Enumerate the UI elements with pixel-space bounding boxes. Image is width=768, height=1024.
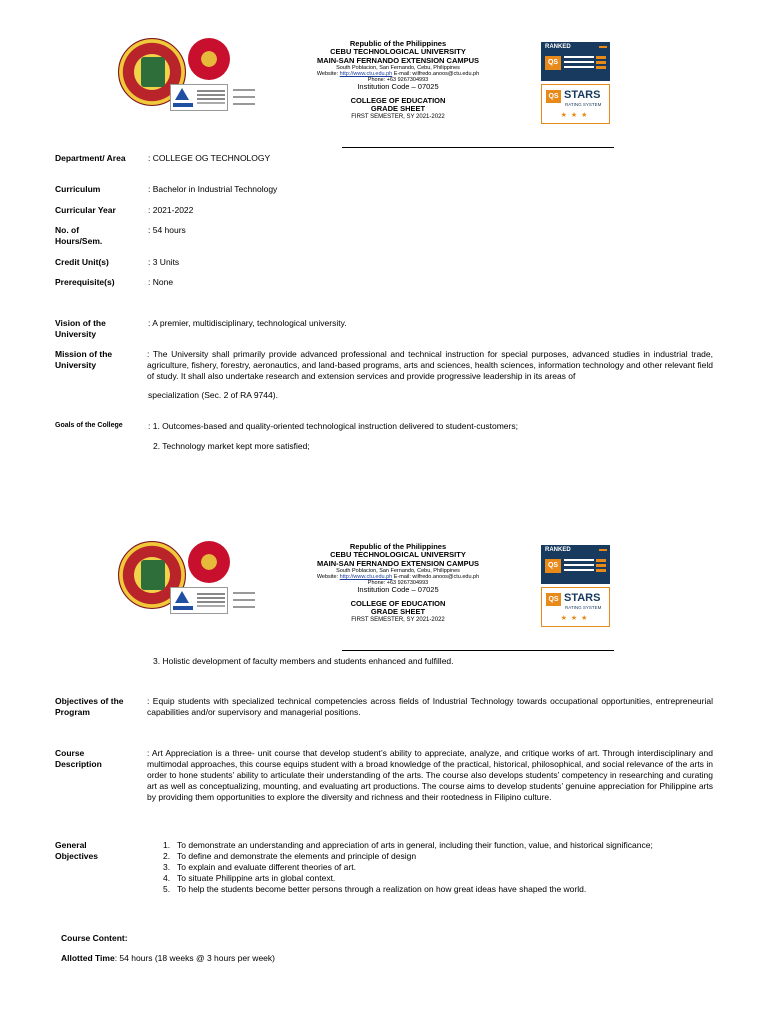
- website-line: Website: http://www.ctu.edu.ph E-mail: wilfredo.anoos@ctu.edu.ph: [316, 573, 480, 580]
- qs-ranked-badge: RANKED QS: [541, 545, 610, 584]
- sheet-title: GRADE SHEET: [370, 607, 426, 617]
- semester: FIRST SEMESTER, SY 2021-2022: [351, 616, 445, 623]
- address: South Poblacion, San Fernando, Cebu, Philippines: [336, 64, 460, 71]
- campus-name: MAIN-SAN FERNANDO EXTENSION CAMPUS: [316, 558, 480, 568]
- course-description-label: Course Description: [55, 748, 102, 769]
- phone: Phone: +63 9267304993: [367, 579, 429, 586]
- semester: FIRST SEMESTER, SY 2021-2022: [351, 113, 445, 120]
- iso-certification-logo: [170, 84, 228, 111]
- general-objectives-list: [163, 840, 653, 895]
- list-item: 4. To situate Philippine arts in global context.: [163, 873, 336, 883]
- website-link[interactable]: http://www.ctu.edu.ph: [339, 70, 393, 77]
- department-label: Department/ Area: [55, 153, 126, 163]
- curriculum-label: Curriculum: [55, 184, 101, 194]
- vision-label: Vision of the University: [55, 318, 106, 339]
- university-name: CEBU TECHNOLOGICAL UNIVERSITY: [330, 550, 466, 560]
- college-name: COLLEGE OF EDUCATION: [350, 96, 446, 106]
- university-name: CEBU TECHNOLOGICAL UNIVERSITY: [330, 47, 466, 57]
- course-content-label: Course Content:: [61, 933, 128, 943]
- sheet-title: GRADE SHEET: [370, 104, 426, 114]
- header-divider: [342, 650, 614, 651]
- star-rating-icon: ★★★: [560, 112, 592, 119]
- hours-value: : 54 hours: [148, 225, 186, 235]
- objectives-label: Objectives of the Program: [55, 696, 124, 717]
- course-description-value: : Art Appreciation is a three- unit course that develop student’s ability to appreciate, analyze, and critique works of art. Through interdisciplinary and multimodal approaches, this course equips student with a broad knowledge of the practical, historical, philosophical, and social relevance of the arts in order to hone students’ ability to articulate their understanding of the arts. The course also develops students’ competency in researching and curating art as well as conceptualizing, mounting, and evaluating art productions. The course aims to develop students’ genuine appreciation for Philippine arts by providing them opportunities to explore the diversity and richness and their rootedness in Filipino culture.: [147, 748, 713, 802]
- prerequisite-value: : None: [148, 277, 174, 287]
- credit-units-label: Credit Unit(s): [55, 257, 109, 267]
- curriculum-value: : Bachelor in Industrial Technology: [148, 184, 278, 194]
- goal-item-2: 2. Technology market kept more satisfied;: [153, 441, 310, 451]
- list-item: 3. To explain and evaluate different theories of art.: [163, 862, 356, 872]
- header-text-block: [268, 543, 528, 623]
- phone: Phone: +63 9267304993: [367, 76, 429, 83]
- institution-code: Institution Code – 07025: [357, 81, 439, 91]
- qs-ranked-badge: RANKED QS: [541, 42, 610, 81]
- prerequisite-label: Prerequisite(s): [55, 277, 115, 287]
- vision-value: : A premier, multidisciplinary, technological university.: [148, 318, 347, 328]
- department-value: : COLLEGE OG TECHNOLOGY: [148, 153, 271, 163]
- star-rating-icon: ★★★: [560, 615, 592, 622]
- credit-units-value: : 3 Units: [148, 257, 180, 267]
- goal-item-1: : 1. Outcomes-based and quality-oriented technological instruction delivered to student-customers;: [148, 421, 518, 431]
- page-header-1: [0, 34, 768, 146]
- header-text-block: [268, 40, 528, 120]
- list-item: 2. To define and demonstrate the elements and principle of design: [163, 851, 417, 861]
- page-header-2: [0, 537, 768, 649]
- college-name: COLLEGE OF EDUCATION: [350, 599, 446, 609]
- iso-certification-logo: [170, 587, 228, 614]
- qs-stars-badge: QS STARS RATING SYSTEM ★★★: [541, 587, 610, 627]
- republic-line: Republic of the Philippines: [349, 39, 447, 48]
- institution-code: Institution Code – 07025: [357, 584, 439, 594]
- curricular-year-label: Curricular Year: [55, 205, 116, 215]
- goals-label: Goals of the College: [55, 422, 123, 429]
- asean-logo: [188, 38, 230, 80]
- website-line: Website: http://www.ctu.edu.ph E-mail: wilfredo.anoos@ctu.edu.ph: [316, 70, 480, 77]
- campus-name: MAIN-SAN FERNANDO EXTENSION CAMPUS: [316, 55, 480, 65]
- objectives-value: : Equip students with specialized technical competencies across fields of Industrial Technology towards occupational opportunities, entrepreneurial capabilities and/or supervisory and managerial positions.: [147, 696, 713, 717]
- iso-certification-text: [230, 84, 258, 111]
- mission-label: Mission of the University: [55, 349, 113, 370]
- allotted-time-label: Allotted Time: [61, 953, 115, 963]
- curricular-year-value: : 2021-2022: [148, 205, 194, 215]
- general-objectives-label: General Objectives: [55, 840, 98, 861]
- mission-continuation: specialization (Sec. 2 of RA 9744).: [148, 390, 278, 400]
- qs-stars-badge: QS STARS RATING SYSTEM ★★★: [541, 84, 610, 124]
- list-item: 5. To help the students become better persons through a realization on how great ideas have shaped the world.: [163, 884, 587, 894]
- website-link[interactable]: http://www.ctu.edu.ph: [339, 573, 393, 580]
- header-divider: [342, 147, 614, 148]
- mission-value: : The University shall primarily provide advanced professional and technical instruction for special purposes, advanced studies in industrial trade, agriculture, fishery, forestry, aeronautics, and land-based programs, arts and sciences, health sciences, information technology and other relevant field of study. It shall also undertake research and extension services and provide progressive leadership in its areas of: [147, 349, 713, 381]
- iso-certification-text: [230, 587, 258, 614]
- allotted-time-value: : 54 hours (18 weeks @ 3 hours per week): [114, 953, 275, 963]
- goal-item-3: 3. Holistic development of faculty members and students enhanced and fulfilled.: [153, 656, 454, 666]
- allotted-time-line: [61, 953, 275, 964]
- hours-label: No. of Hours/Sem.: [55, 225, 103, 246]
- address: South Poblacion, San Fernando, Cebu, Philippines: [336, 567, 460, 574]
- list-item: 1. To demonstrate an understanding and appreciation of arts in general, including their function, value, and historical significance;: [163, 840, 653, 850]
- republic-line: Republic of the Philippines: [349, 542, 447, 551]
- asean-logo: [188, 541, 230, 583]
